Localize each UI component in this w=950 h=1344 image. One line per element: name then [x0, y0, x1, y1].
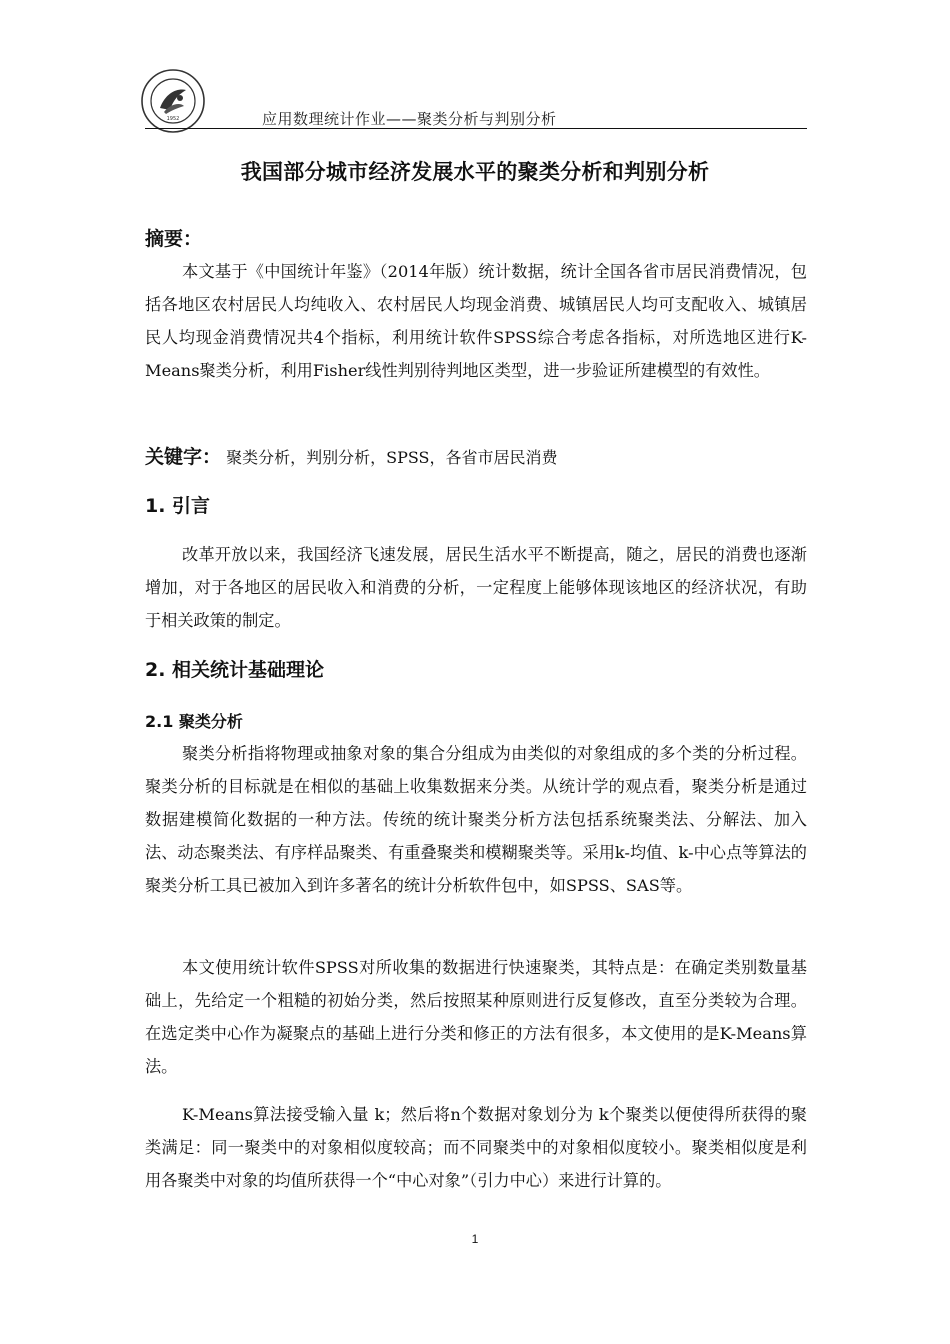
- header-rule: [145, 128, 807, 129]
- keywords-line: [145, 442, 557, 469]
- paper-title: 我国部分城市经济发展水平的聚类分析和判别分析: [240, 160, 710, 184]
- running-header: 应用数理统计作业——聚类分析与判别分析: [262, 110, 557, 128]
- cluster-paragraph-3: K-Means算法接受输入量 k；然后将n个数据对象划分为 k个聚类以便使得所获得的聚类满足：同一聚类中的对象相似度较高；而不同聚类中的对象相似度较小。聚类相似度是利用各聚类中对象的均值所获得一个“中心对象”（引力中心）来进行计算的。: [145, 1105, 807, 1190]
- section-2-heading: 2. 相关统计基础理论: [145, 659, 325, 681]
- cluster-paragraph-1: 聚类分析指将物理或抽象对象的集合分组成为由类似的对象组成的多个类的分析过程。聚类分析的目标就是在相似的基础上收集数据来分类。从统计学的观点看，聚类分析是通过数据建模简化数据的一种方法。传统的统计聚类分析方法包括系统聚类法、分解法、加入法、动态聚类法、有序样品聚类、有重叠聚类和模糊聚类等。采用k-均值、k-中心点等算法的聚类分析工具已被加入到许多著名的统计分析软件包中，如SPSS、SAS等。: [145, 744, 807, 895]
- subsection-2-1-heading: 2.1 聚类分析: [145, 712, 243, 731]
- abstract-text: 本文基于《中国统计年鉴》（2014年版）统计数据，统计全国各省市居民消费情况，包括各地区农村居民人均纯收入、农村居民人均现金消费、城镇居民人均可支配收入、城镇居民人均现金消费情况共4个指标，利用统计软件SPSS综合考虑各指标，对所选地区进行K-Means聚类分析，利用Fisher线性判别待判地区类型，进一步验证所建模型的有效性。: [145, 262, 807, 380]
- keywords-text: 聚类分析，判别分析，SPSS，各省市居民消费: [226, 448, 558, 467]
- abstract-heading: 摘要：: [145, 228, 203, 250]
- university-seal-icon: [140, 68, 206, 134]
- intro-paragraph: 改革开放以来，我国经济飞速发展，居民生活水平不断提高，随之，居民的消费也逐渐增加，对于各地区的居民收入和消费的分析，一定程度上能够体现该地区的经济状况，有助于相关政策的制定。: [145, 545, 807, 630]
- page-number: 1: [471, 1232, 479, 1246]
- cluster-paragraph-2: 本文使用统计软件SPSS对所收集的数据进行快速聚类，其特点是：在确定类别数量基础上，先给定一个粗糙的初始分类，然后按照某种原则进行反复修改，直至分类较为合理。在选定类中心作为凝聚点的基础上进行分类和修正的方法有很多，本文使用的是K-Means算法。: [145, 958, 807, 1076]
- section-1-heading: 1. 引言: [145, 495, 211, 517]
- seal-year: 1952: [166, 116, 180, 122]
- keywords-label: 关键字：: [145, 446, 222, 468]
